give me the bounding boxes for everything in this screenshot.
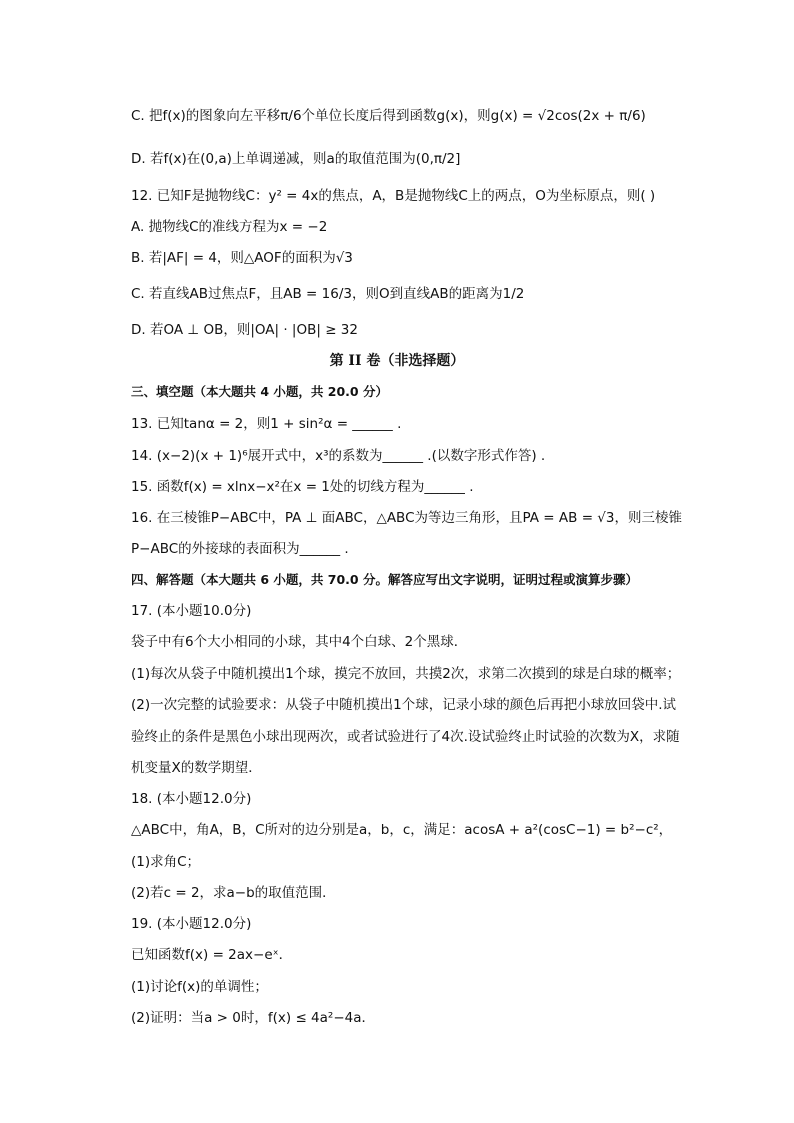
q11-option-c: C. 把f(x)的图象向左平移π/6个单位长度后得到函数g(x)，则g(x) = √2cos(2x + π/6) — [131, 108, 646, 124]
q15: 15. 函数f(x) = xlnx−x²在x = 1处的切线方程为______ . — [131, 479, 474, 495]
part-ii-title: 第 II 卷（非选择题） — [329, 353, 465, 369]
q14: 14. (x−2)(x + 1)⁶展开式中，x³的系数为______ .(以数字形式作答) . — [131, 448, 546, 464]
q12-option-a: A. 抛物线C的准线方程为x = −2 — [131, 219, 328, 235]
q17-part-2-line-1: (2)一次完整的试验要求：从袋子中随机摸出1个球，记录小球的颜色后再把小球放回袋中.试 — [131, 697, 677, 713]
solution-section-header: 四、解答题（本大题共 6 小题，共 70.0 分。解答应写出文字说明，证明过程或演算步骤） — [131, 572, 638, 587]
q16-line-1: 16. 在三棱锥P−ABC中，PA ⊥ 面ABC，△ABC为等边三角形，且PA = AB = √3，则三棱锥 — [131, 510, 682, 526]
q16-line-2: P−ABC的外接球的表面积为______ . — [131, 541, 349, 557]
q18-part-2: (2)若c = 2，求a−b的取值范围． — [131, 885, 336, 901]
q19-intro: 已知函数f(x) = 2ax−eˣ． — [131, 947, 293, 963]
q13: 13. 已知tanα = 2，则1 + sin²α = ______ . — [131, 416, 402, 432]
q19-part-2: (2)证明：当a > 0时，f(x) ≤ 4a²−4a． — [131, 1010, 375, 1026]
fill-in-section-header: 三、填空题（本大题共 4 小题，共 20.0 分） — [131, 384, 388, 399]
q18-title: 18. (本小题12.0分) — [131, 791, 252, 807]
q17-title: 17. (本小题10.0分) — [131, 603, 252, 619]
q18-intro: △ABC中，角A，B，C所对的边分别是a，b，c，满足：acosA + a²(cosC−1) = b²−c²， — [131, 822, 673, 838]
q12-stem: 12. 已知F是抛物线C：y² = 4x的焦点，A，B是抛物线C上的两点，O为坐标原点，则( ) — [131, 188, 656, 204]
q17-part-2-line-2: 验终止的条件是黑色小球出现两次，或者试验进行了4次.设试验终止时试验的次数为X，求随 — [131, 729, 680, 745]
q12-option-b: B. 若|AF| = 4，则△AOF的面积为√3 — [131, 250, 353, 266]
q17-intro: 袋子中有6个大小相同的小球，其中4个白球、2个黑球． — [131, 634, 468, 650]
q17-part-1: (1)每次从袋子中随机摸出1个球，摸完不放回，共摸2次，求第二次摸到的球是白球的概率； — [131, 666, 681, 682]
q11-option-d: D. 若f(x)在(0,a)上单调递减，则a的取值范围为(0,π/2] — [131, 151, 461, 167]
q12-option-d: D. 若OA ⊥ OB，则|OA| · |OB| ≥ 32 — [131, 322, 358, 338]
q19-title: 19. (本小题12.0分) — [131, 916, 252, 932]
q17-part-2-line-3: 机变量X的数学期望． — [131, 760, 262, 776]
q19-part-1: (1)讨论f(x)的单调性； — [131, 979, 268, 995]
q18-part-1: (1)求角C； — [131, 854, 201, 870]
q12-option-c: C. 若直线AB过焦点F，且AB = 16/3，则O到直线AB的距离为1/2 — [131, 286, 525, 302]
